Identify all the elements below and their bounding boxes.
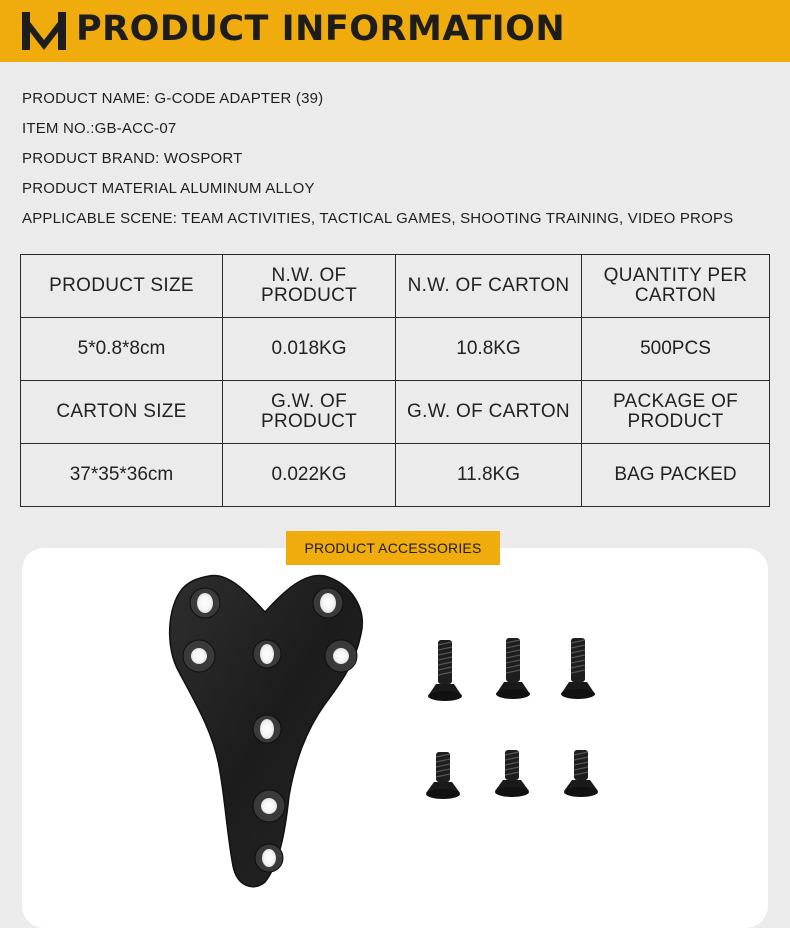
table-row [21,444,770,507]
table-header-cell: CARTON SIZE [21,381,223,444]
table-cell: 11.8KG [396,444,582,507]
product-name: PRODUCT NAME: G-CODE ADAPTER (39) [22,90,324,107]
applicable-scene: APPLICABLE SCENE: TEAM ACTIVITIES, TACTICAL GAMES, SHOOTING TRAINING, VIDEO PROPS [22,210,734,227]
table-cell: 37*35*36cm [21,444,223,507]
table-header-cell: PACKAGE OF PRODUCT [582,381,770,444]
header-bar [0,0,790,62]
adapter-plate-icon [165,572,370,890]
table-cell: 10.8KG [396,318,582,381]
table-header-cell: QUANTITY PER CARTON [582,255,770,318]
product-material: PRODUCT MATERIAL ALUMINUM ALLOY [22,180,315,197]
table-cell: 0.022KG [223,444,396,507]
screw-icon [428,640,464,702]
table-header-cell: N.W. OF PRODUCT [223,255,396,318]
table-cell: BAG PACKED [582,444,770,507]
screw-icon [561,638,597,700]
item-number: ITEM NO.:GB-ACC-07 [22,120,177,137]
screw-icon [495,750,531,798]
table-cell: 500PCS [582,318,770,381]
product-brand: PRODUCT BRAND: WOSPORT [22,150,243,167]
w-logo-icon [22,12,66,50]
table-cell: 0.018KG [223,318,396,381]
table-cell: 5*0.8*8cm [21,318,223,381]
table-header-cell: G.W. OF CARTON [396,381,582,444]
screw-icon [564,750,600,798]
page-title: PRODUCT INFORMATION [76,9,566,49]
spec-table [20,254,770,507]
screw-icon [496,638,532,700]
table-row [21,318,770,381]
table-header-cell: PRODUCT SIZE [21,255,223,318]
accessories-panel [22,548,768,928]
table-header-cell: G.W. OF PRODUCT [223,381,396,444]
product-info [22,88,782,238]
table-row [21,255,770,318]
table-row [21,381,770,444]
accessories-label: PRODUCT ACCESSORIES [286,531,500,565]
table-header-cell: N.W. OF CARTON [396,255,582,318]
screw-icon [426,752,462,800]
